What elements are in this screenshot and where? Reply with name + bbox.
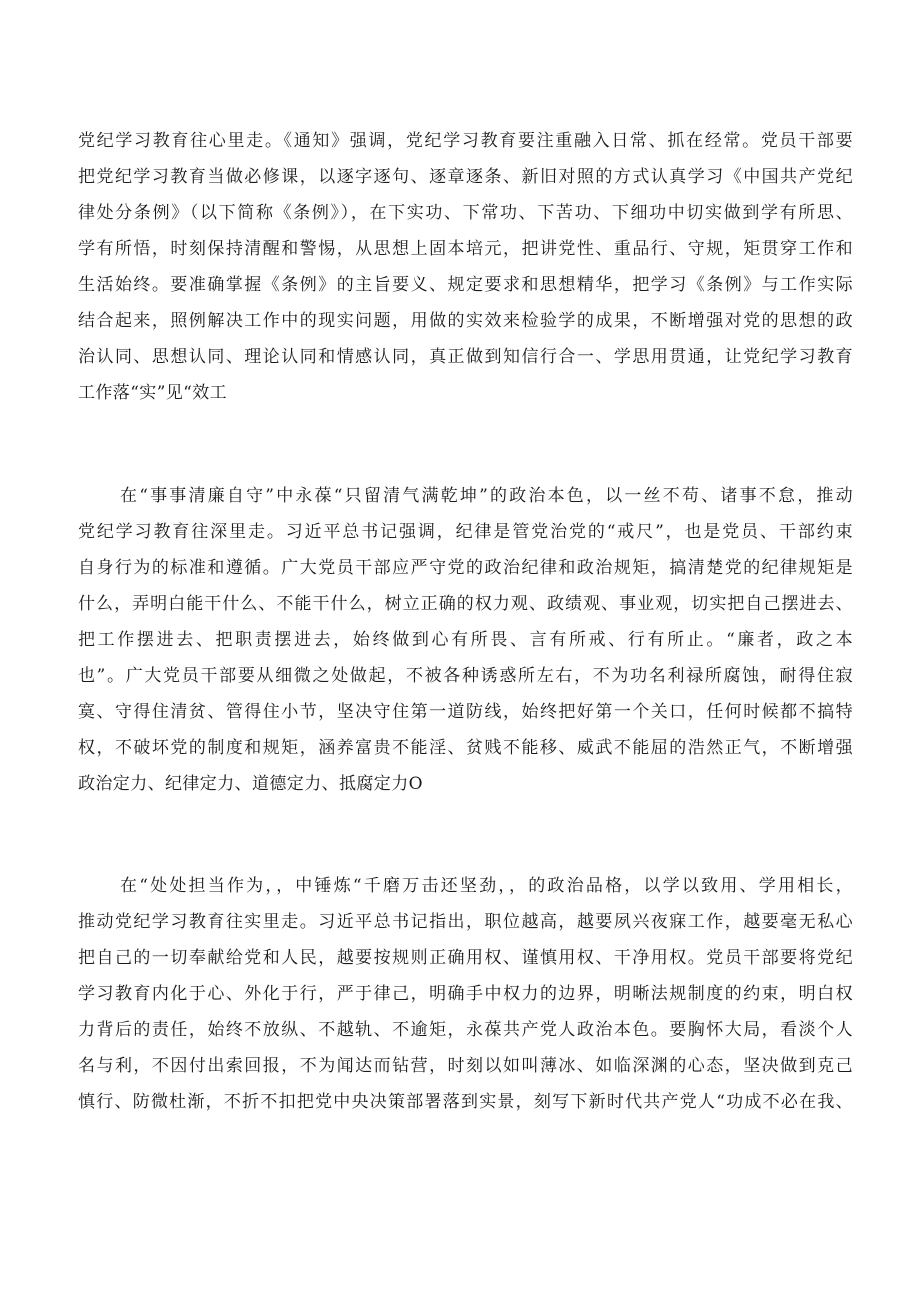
text-line: 寞、守得住清贫、管得住小节，坚决守住第一道防线，始终把好第一个关口，任何时候都不搞特 <box>78 702 853 722</box>
text-line: 把工作摆进去、把职责摆进去，始终做到心有所畏、言有所戒、行有所止。“廉者，政之本 <box>78 630 853 650</box>
text-line: 在“事事清廉自守”中永葆“只留清气满乾坤”的政治本色，以一丝不苟、诸事不怠，推动 <box>120 486 853 506</box>
text-line: 学有所悟，时刻保持清醒和警惕，从思想上固本培元，把讲党性、重品行、守规，矩贯穿工作和 <box>78 239 853 259</box>
text-line: 治认同、思想认同、理论认同和情感认同，真正做到知信行合一、学思用贯通，让党纪学习教育 <box>78 347 853 367</box>
text-line: 权，不破坏党的制度和规矩，涵养富贵不能淫、贫贱不能移、威武不能屈的浩然正气，不断增强 <box>78 738 853 758</box>
text-line: 在“处处担当作为，，中锤炼“千磨万击还坚劲，，的政治品格，以学以致用、学用相长， <box>120 876 853 896</box>
text-line: 政治定力、纪律定力、道德定力、抵腐定力O <box>78 774 423 794</box>
text-line: 律处分条例》（以下简称《条例》），在下实功、下常功、下苦功、下细功中切实做到学有所思、 <box>78 203 853 223</box>
text-line: 推动党纪学习教育往实里走。习近平总书记指出，职位越高，越要夙兴夜寐工作，越要毫无私心 <box>78 912 853 932</box>
text-line: 慎行、防微杜渐，不折不扣把党中央决策部署落到实景，刻写下新时代共产党人“功成不必在我、 <box>78 1092 853 1112</box>
text-line: 自身行为的标准和遵循。广大党员干部应严守党的政治纪律和政治规矩，搞清楚党的纪律规矩是 <box>78 558 853 578</box>
text-line: 党纪学习教育往心里走。《通知》强调，党纪学习教育要注重融入日常、抓在经常。党员干部要 <box>78 131 853 151</box>
text-line: 党纪学习教育往深里走。习近平总书记强调，纪律是管党治党的“戒尺”，也是党员、干部约束 <box>78 522 853 542</box>
text-line: 结合起来，照例解决工作中的现实问题，用做的实效来检验学的成果，不断增强对党的思想的政 <box>78 311 853 331</box>
paragraph-3 <box>78 868 853 1120</box>
text-line: 工作落“实”见“效工 <box>78 383 228 403</box>
text-line: 名与利，不因付出索回报，不为闻达而钻营，时刻以如叫薄冰、如临深渊的心态，坚决做到克己 <box>78 1056 853 1076</box>
paragraph-1 <box>78 123 853 411</box>
text-line: 生活始终。要准确掌握《条例》的主旨要义、规定要求和思想精华，把学习《条例》与工作实际 <box>78 275 853 295</box>
text-line: 什么，弄明白能干什么、不能干什么，树立正确的权力观、政绩观、事业观，切实把自己摆进去、 <box>78 594 853 614</box>
text-line: 力背后的责任，始终不放纵、不越轨、不逾矩，永葆共产党人政治本色。要胸怀大局，看淡个人 <box>78 1020 853 1040</box>
text-line: 把党纪学习教育当做必修课，以逐字逐句、逐章逐条、新旧对照的方式认真学习《中国共产党纪 <box>78 167 853 187</box>
paragraph-2 <box>78 478 853 802</box>
text-line: 把自己的一切奉献给党和人民，越要按规则正确用权、谨慎用权、干净用权。党员干部要将党纪 <box>78 948 853 968</box>
text-line: 也”。广大党员干部要从细微之处做起，不被各种诱惑所左右，不为功名利禄所腐蚀，耐得住寂 <box>78 666 853 686</box>
text-line: 学习教育内化于心、外化于行，严于律己，明确手中权力的边界，明晰法规制度的约束，明白权 <box>78 984 853 1004</box>
